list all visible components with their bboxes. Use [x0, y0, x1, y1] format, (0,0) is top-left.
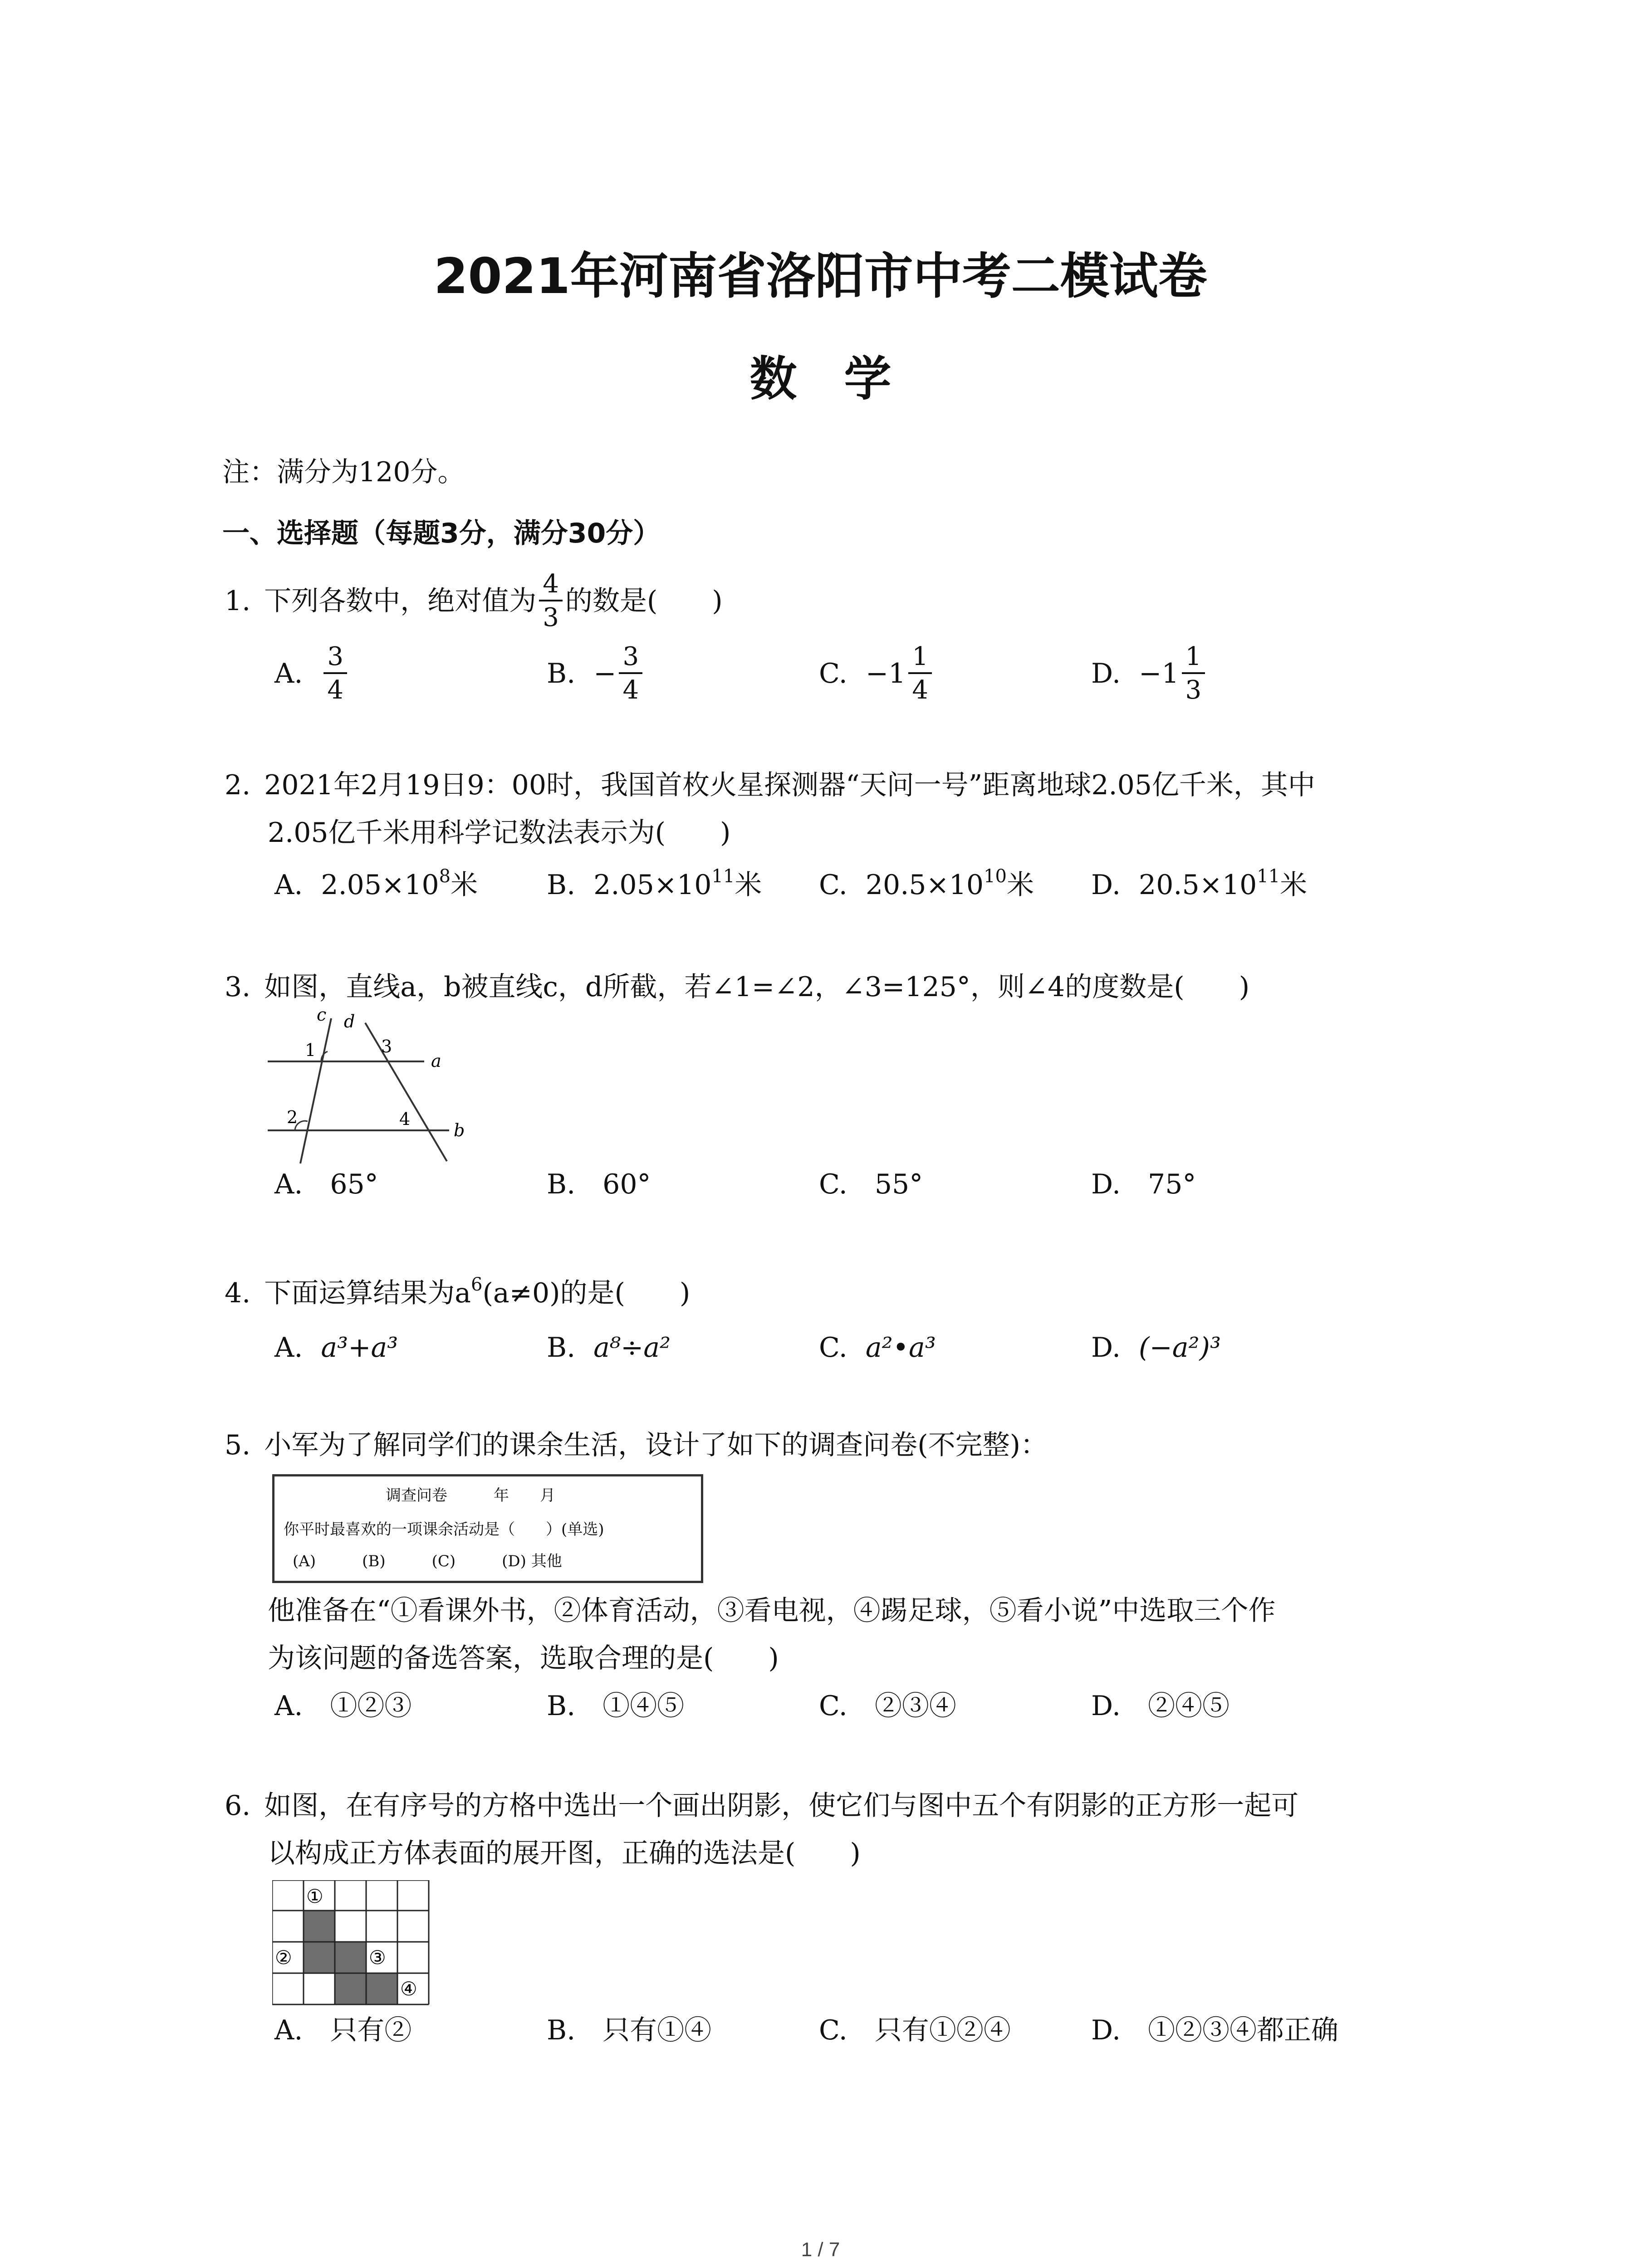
option-unit: 米: [451, 869, 478, 901]
option-exponent: 11: [1257, 866, 1280, 887]
question-2-line-2: 2.05亿千米用科学记数法表示为( ): [268, 817, 731, 849]
option-label: B.: [547, 869, 576, 901]
grid-label-3: ③: [369, 1946, 386, 1969]
q4-option-d: [1091, 1331, 1221, 1364]
survey-question: 你平时最喜欢的一项课余活动是（ ）(单选): [284, 1520, 604, 1539]
option-sign: −: [865, 658, 889, 689]
question-number: 6.: [225, 1790, 251, 1822]
option-unit: 米: [735, 869, 762, 901]
q3-option-d: D. 75°: [1091, 1168, 1196, 1200]
option-unit: 米: [1006, 869, 1034, 901]
fraction-numerator: 1: [908, 644, 932, 674]
option-exponent: 11: [711, 866, 735, 887]
score-note: 注：满分为120分。: [222, 456, 465, 488]
survey-choices: (A) (B) (C) (D) 其他: [293, 1552, 562, 1570]
option-exponent: 8: [439, 866, 451, 887]
question-5-line-3: 为该问题的备选答案，选取合理的是( ): [268, 1642, 779, 1674]
shaded-square: [304, 1911, 335, 1942]
section-heading: 一、选择题（每题3分，满分30分）: [222, 518, 661, 549]
fraction-numerator: 3: [323, 644, 347, 674]
fraction-denominator: 4: [912, 675, 928, 705]
question-number: 5.: [225, 1429, 251, 1461]
question-text: 小军为了解同学们的课余生活，设计了如下的调查问卷(不完整)：: [264, 1429, 1048, 1461]
label-4: 4: [399, 1109, 411, 1129]
option-label: D.: [1091, 1332, 1121, 1364]
q1-option-a: [274, 637, 350, 710]
question-6-line-1: [225, 1789, 1298, 1822]
q1-option-c: [819, 637, 935, 710]
page-number: 1 / 7: [801, 2239, 840, 2261]
question-6-line-2: 以构成正方体表面的展开图，正确的选法是( ): [268, 1838, 861, 1869]
q2-option-b: [547, 866, 762, 901]
fraction-denominator: 4: [327, 675, 344, 705]
q2-option-c: [819, 866, 1034, 901]
option-label: A.: [274, 1332, 303, 1364]
line-d: [365, 1023, 447, 1161]
grid-label-2: ②: [275, 1946, 292, 1969]
q3-option-c: C. 55°: [819, 1168, 923, 1200]
option-whole: 1: [888, 658, 906, 689]
subject-title: 数 学: [749, 351, 892, 406]
option-unit: 米: [1280, 869, 1308, 901]
survey-box: [272, 1474, 703, 1583]
shaded-square: [366, 1973, 397, 2004]
q1-option-b: [547, 637, 645, 710]
shaded-square: [304, 1942, 335, 1973]
option-expression: a²•a³: [865, 1332, 936, 1364]
option-label: D.: [1091, 658, 1121, 689]
option-label: A.: [274, 658, 303, 689]
question-5: [225, 1429, 1048, 1461]
question-text: 如图，直线a，b被直线c，d所截，若∠1=∠2，∠3=125°，则∠4的度数是( ): [264, 971, 1250, 1003]
option-label: C.: [819, 1332, 847, 1364]
option-fraction: [908, 644, 932, 703]
option-label: A.: [274, 869, 303, 901]
option-label: C.: [819, 658, 847, 689]
q1-option-d: [1091, 637, 1208, 710]
question-number: 2.: [225, 769, 251, 801]
question-text-suffix: 的数是( ): [565, 585, 723, 617]
fraction-numerator: 1: [1182, 644, 1205, 674]
grid-label-4: ④: [400, 1978, 417, 2000]
option-fraction: [1182, 644, 1205, 703]
question-3: [225, 971, 1249, 1003]
label-2: 2: [287, 1107, 298, 1127]
question-text: 2021年2月19日9：00时，我国首枚火星探测器“天问一号”距离地球2.05亿千米，其中: [264, 769, 1315, 801]
question-4: [225, 1274, 691, 1310]
q6-option-d: D. ①②③④都正确: [1091, 2014, 1339, 2046]
option-expression: a³+a³: [321, 1332, 398, 1364]
q4-option-a: [274, 1331, 398, 1364]
fraction: [539, 569, 563, 632]
label-a: a: [431, 1051, 441, 1071]
question-text: 下面运算结果为a: [264, 1277, 471, 1309]
label-d: d: [344, 1012, 355, 1031]
question-1: [225, 567, 723, 635]
survey-title: 调查问卷 年 月: [386, 1486, 555, 1505]
option-fraction: [619, 644, 642, 703]
option-base: 2.05×10: [321, 869, 439, 901]
fraction-denominator: 4: [622, 675, 639, 705]
question-number: 4.: [225, 1277, 251, 1309]
option-fraction: [323, 644, 347, 703]
label-1: 1: [305, 1040, 316, 1060]
fraction-numerator: 3: [619, 644, 642, 674]
question-exponent: 6: [471, 1274, 483, 1295]
q5-option-d: D. ②④⑤: [1091, 1690, 1230, 1722]
q6-option-b: B. 只有①④: [547, 2014, 712, 2046]
shaded-square: [335, 1942, 366, 1973]
page-title: 2021年河南省洛阳市中考二模试卷: [434, 248, 1207, 305]
q2-option-a: [274, 866, 478, 901]
shaded-square: [335, 1973, 366, 2004]
q5-option-b: B. ①④⑤: [547, 1690, 685, 1722]
option-exponent: 10: [984, 866, 1007, 887]
q2-option-d: [1091, 866, 1308, 901]
q3-parallel-lines-figure: [263, 1007, 476, 1175]
question-2-line-1: [225, 769, 1315, 802]
option-sign: −: [1139, 658, 1162, 689]
question-text-suffix: (a≠0)的是( ): [482, 1277, 691, 1309]
option-label: B.: [547, 658, 576, 689]
fraction-denominator: 3: [543, 603, 559, 632]
question-5-line-2: 他准备在“①看课外书，②体育活动，③看电视，④踢足球，⑤看小说”中选取三个作: [268, 1595, 1276, 1627]
option-expression: a⁸÷a²: [593, 1332, 671, 1364]
option-label: D.: [1091, 869, 1121, 901]
q5-option-a: A. ①②③: [274, 1690, 412, 1722]
grid-label-1: ①: [306, 1885, 323, 1907]
option-base: 20.5×10: [1139, 869, 1257, 901]
label-c: c: [317, 1007, 327, 1025]
question-number: 3.: [225, 971, 251, 1003]
q3-option-a: A. 65°: [274, 1168, 378, 1200]
option-label: B.: [547, 1332, 576, 1364]
option-base: 2.05×10: [593, 869, 712, 901]
label-b: b: [454, 1120, 465, 1140]
option-whole: 1: [1161, 658, 1179, 689]
label-3: 3: [381, 1036, 392, 1056]
q6-option-c: C. 只有①②④: [819, 2014, 1011, 2046]
fraction-denominator: 3: [1185, 675, 1202, 705]
option-base: 20.5×10: [865, 869, 984, 901]
q6-option-a: A. 只有②: [274, 2014, 412, 2046]
q4-option-b: [547, 1331, 671, 1364]
cube-net-grid-figure: [272, 1880, 431, 2009]
option-expression: (−a²)³: [1139, 1332, 1221, 1364]
q4-option-c: [819, 1331, 936, 1364]
question-text: 下列各数中，绝对值为: [264, 585, 537, 617]
question-text: 如图，在有序号的方格中选出一个画出阴影，使它们与图中五个有阴影的正方形一起可: [264, 1790, 1299, 1822]
fraction-numerator: 4: [539, 572, 563, 601]
question-number: 1.: [225, 585, 251, 617]
option-label: C.: [819, 869, 847, 901]
q3-option-b: B. 60°: [547, 1168, 651, 1200]
q5-option-c: C. ②③④: [819, 1690, 956, 1722]
option-sign: −: [593, 658, 617, 689]
